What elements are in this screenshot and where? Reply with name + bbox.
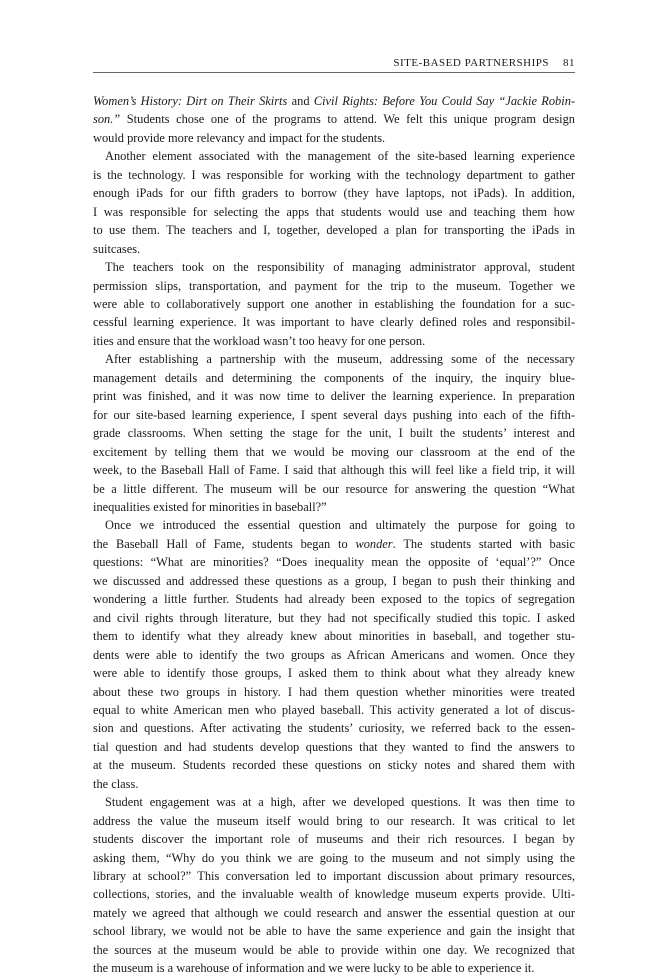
text-run: management details and determining the components of the inquiry, the inquiry blue- <box>93 370 575 385</box>
text-line <box>93 812 575 830</box>
text-line <box>93 572 575 590</box>
text-run: wondering a little further. Students had already been exposed to the topics of segregation <box>93 592 575 607</box>
text-run: the sources at the museum would be able to provide within one day. We recognized that <box>93 942 575 957</box>
text-run: equal to white American men who played baseball. This activity generated a lot of discus- <box>93 702 575 717</box>
text-run: Students chose one of the programs to attend. We felt this unique program design <box>120 112 575 127</box>
text-line <box>93 313 575 331</box>
text-run: were able to identify those groups, I asked them to think about what they already knew <box>93 666 575 681</box>
text-line <box>93 498 575 516</box>
text-run: Once we introduced the essential question and ultimately the purpose for going to <box>105 518 575 533</box>
italic-text: Civil Rights: Before You Could Say “Jackie Robin- <box>313 94 576 108</box>
page-number: 81 <box>563 57 575 69</box>
text-line <box>93 849 575 867</box>
text-run: library at school?” This conversation led to important discussion about primary resources, <box>93 869 575 884</box>
text-run: the museum is a warehouse of information and we were lucky to be able to experience it. <box>93 961 535 976</box>
text-run: asking them, “Why do you think we are going to the museum and not simply using the <box>93 850 575 865</box>
text-line <box>93 664 575 682</box>
text-run: students discover the important role of museums and their rich resources. I began by <box>93 832 575 847</box>
text-line <box>93 756 575 774</box>
text-run: the Baseball Hall of Fame, students began to <box>93 536 356 551</box>
text-line <box>93 885 575 903</box>
text-line <box>93 830 575 848</box>
text-run: enough iPads for our fifth graders to borrow (they have laptops, not iPads). In addition, <box>93 186 575 201</box>
text-run: Another element associated with the management of the site-based learning experience <box>105 149 575 164</box>
text-run: questions: “What are minorities? “Does inequality mean the opposite of ‘equal’?” Once <box>93 555 575 570</box>
text-line <box>93 277 575 295</box>
body-text <box>93 92 575 978</box>
text-run: tial question and had students develop questions that they wanted to find the answers to <box>93 739 575 754</box>
text-line <box>93 904 575 922</box>
text-line <box>93 683 575 701</box>
text-run: suitcases. <box>93 241 141 256</box>
text-line <box>93 332 575 350</box>
text-run: mately we agreed that although we could research and answer the essential question at our <box>93 905 575 920</box>
text-line <box>93 627 575 645</box>
text-run: inequalities existed for minorities in baseball?” <box>93 499 327 514</box>
text-run: After establishing a partnership with the museum, addressing some of the necessary <box>105 352 575 367</box>
text-run: and <box>287 94 314 108</box>
text-line <box>93 793 575 811</box>
text-run: and civil rights through literature, but they had not specifically studied this topic. I asked <box>93 610 575 625</box>
text-line <box>93 959 575 977</box>
text-line <box>93 480 575 498</box>
text-line <box>93 461 575 479</box>
text-run: The teachers took on the responsibility of managing administrator approval, student <box>105 260 575 275</box>
text-run: . The students started with basic <box>392 536 575 551</box>
text-line <box>93 258 575 276</box>
text-run: cessful learning experience. It was important to have clearly defined roles and responsibil- <box>93 315 575 330</box>
text-run: would provide more relevancy and impact for the students. <box>93 130 386 145</box>
text-line <box>93 719 575 737</box>
text-line <box>93 295 575 313</box>
text-run: were able to collaboratively support one another in establishing the foundation for a suc- <box>93 296 575 311</box>
text-run: we discussed and addressed these questions as a group, I began to push their thinking and <box>93 573 575 588</box>
text-run: for our site-based learning experience, I spent several days pushing into each of the fifth- <box>93 407 575 422</box>
text-run: be a little different. The museum will be our resource for answering the question “What <box>93 481 575 496</box>
text-run: week, to the Baseball Hall of Fame. I said that although this will feel like a field trip, it will <box>93 463 575 478</box>
text-run: at the museum. Students recorded these questions on sticky notes and shared them with <box>93 758 575 773</box>
text-line <box>93 166 575 184</box>
text-run: about these two groups in history. I had them question whether minorities were treated <box>93 684 575 699</box>
text-line <box>93 922 575 940</box>
text-line <box>93 738 575 756</box>
italic-text: son.” <box>93 112 121 127</box>
text-run: ities and ensure that the workload wasn’t too heavy for one person. <box>93 333 426 348</box>
text-line <box>93 424 575 442</box>
text-run: grade classrooms. When setting the stage for the unit, I built the students’ interest and <box>93 426 575 441</box>
text-line <box>93 221 575 239</box>
text-line <box>93 350 575 368</box>
text-line <box>93 553 575 571</box>
text-line <box>93 443 575 461</box>
text-line <box>93 387 575 405</box>
text-run: collections, stories, and the invaluable wealth of knowledge museum experts provide. Ulti- <box>93 887 575 902</box>
running-header <box>93 56 575 73</box>
text-run: school library, we would not be able to have the same experience and gain the insight that <box>93 924 575 939</box>
text-line <box>93 110 575 128</box>
text-run: them to identify what they already knew about minorities in baseball, and together stu- <box>93 629 575 644</box>
text-line <box>93 646 575 664</box>
text-run: print was finished, and it was now time to deliver the learning experience. In preparation <box>93 389 575 404</box>
text-run: Student engagement was at a high, after we developed questions. It was then time to <box>105 795 575 810</box>
text-line <box>93 203 575 221</box>
text-line <box>93 240 575 258</box>
text-line <box>93 147 575 165</box>
text-line <box>93 775 575 793</box>
italic-text: Women’s History: Dirt on Their Skirts <box>93 94 288 108</box>
text-line <box>93 590 575 608</box>
text-line <box>93 941 575 959</box>
text-run: is the technology. I was responsible for working with the technology department to gather <box>93 167 575 182</box>
text-run: address the value the museum itself would bring to our research. It was critical to let <box>93 813 575 828</box>
italic-text: wonder <box>355 536 393 551</box>
text-line <box>93 129 575 147</box>
text-line <box>93 516 575 534</box>
text-run: permission slips, transportation, and payment for the trip to the museum. Together we <box>93 278 575 293</box>
text-run: dents were able to identify the two groups as African Americans and women. Once they <box>93 647 575 662</box>
text-line <box>93 867 575 885</box>
text-line <box>93 535 575 553</box>
text-line <box>93 609 575 627</box>
text-run: the class. <box>93 776 139 791</box>
text-line <box>93 369 575 387</box>
text-line <box>93 184 575 202</box>
text-line <box>93 701 575 719</box>
running-header-section: SITE-BASED PARTNERSHIPS <box>393 57 549 69</box>
text-run: excitement by telling them that we would be moving our classroom at the end of the <box>93 444 575 459</box>
text-run: I was responsible for selecting the apps that students would use and teaching them how <box>93 204 575 219</box>
text-run: sion and questions. After activating the students’ curiosity, we referred back to the essen- <box>93 721 575 736</box>
text-run: to use them. The teachers and I, together, developed a plan for transporting the iPads in <box>93 223 575 238</box>
text-line <box>93 406 575 424</box>
text-line <box>93 92 575 110</box>
